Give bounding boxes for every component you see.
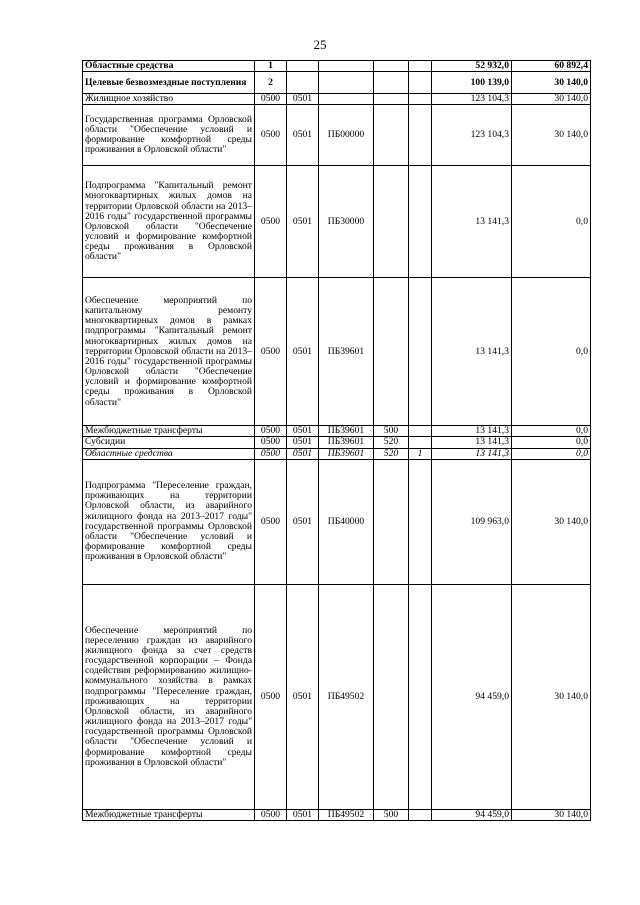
row-expense-type — [374, 459, 409, 584]
table-row — [83, 61, 591, 72]
row-expense-type: 520 — [374, 448, 409, 459]
budget-table — [82, 60, 591, 821]
row-source-code — [409, 72, 432, 94]
row-section-code: 1 — [255, 61, 287, 72]
row-name: Субсидии — [83, 437, 255, 448]
row-amount-1: 13 141,3 — [432, 426, 512, 437]
table-row — [83, 809, 591, 820]
row-amount-2: 0,0 — [512, 278, 591, 426]
row-section-code: 0500 — [255, 459, 287, 584]
row-amount-2: 0,0 — [512, 166, 591, 278]
row-amount-2: 0,0 — [512, 448, 591, 459]
row-source-code — [409, 166, 432, 278]
row-source-code: 1 — [409, 448, 432, 459]
row-amount-2: 30 140,0 — [512, 459, 591, 584]
row-expense-type — [374, 278, 409, 426]
row-amount-2: 30 140,0 — [512, 72, 591, 94]
row-name: Обеспечение мероприятий по капитальному ремонту многоквартирных домов в рамках подпрограммы "Капитальный ремонт многоквартирных жилых домов на территории Орловской области на 2013–2016 годы" государственной программы Орловской области "Обеспечение условий и формирование комфортной среды проживания в Орловской области" — [83, 278, 255, 426]
row-subsection-code: 0501 — [287, 166, 319, 278]
table-row — [83, 72, 591, 94]
row-amount-2: 0,0 — [512, 426, 591, 437]
row-amount-1: 13 141,3 — [432, 166, 512, 278]
row-target-article: ПБ39601 — [319, 448, 374, 459]
table-row — [83, 105, 591, 166]
table-row — [83, 94, 591, 105]
row-target-article — [319, 72, 374, 94]
table-row — [83, 166, 591, 278]
row-target-article: ПБ49502 — [319, 584, 374, 809]
row-name: Жилищное хозяйство — [83, 94, 255, 105]
row-amount-1: 109 963,0 — [432, 459, 512, 584]
row-subsection-code: 0501 — [287, 426, 319, 437]
row-section-code: 0500 — [255, 166, 287, 278]
row-expense-type: 520 — [374, 437, 409, 448]
row-expense-type — [374, 584, 409, 809]
table-row — [83, 459, 591, 584]
row-section-code: 0500 — [255, 448, 287, 459]
row-target-article: ПБ39601 — [319, 278, 374, 426]
row-subsection-code: 0501 — [287, 448, 319, 459]
row-section-code: 0500 — [255, 584, 287, 809]
row-section-code: 0500 — [255, 809, 287, 820]
table-row — [83, 426, 591, 437]
row-name: Государственная программа Орловской области "Обеспечение условий и формирование комфортной среды проживания в Орловской области" — [83, 105, 255, 166]
row-amount-1: 94 459,0 — [432, 809, 512, 820]
row-subsection-code: 0501 — [287, 105, 319, 166]
row-target-article: ПБ39601 — [319, 426, 374, 437]
row-subsection-code: 0501 — [287, 809, 319, 820]
row-name: Межбюджетные трансферты — [83, 809, 255, 820]
table-row — [83, 584, 591, 809]
row-source-code — [409, 426, 432, 437]
row-section-code: 2 — [255, 72, 287, 94]
row-section-code: 0500 — [255, 426, 287, 437]
row-source-code — [409, 61, 432, 72]
row-source-code — [409, 437, 432, 448]
row-target-article: ПБ00000 — [319, 105, 374, 166]
row-name: Подпрограмма "Переселение граждан, проживающих на территории Орловской области, из аварийного жилищного фонда на 2013–2017 годы" государственной программы Орловской области "Обеспечение условий и формирование комфортной среды проживания в Орловской области" — [83, 459, 255, 584]
row-expense-type — [374, 72, 409, 94]
row-subsection-code: 0501 — [287, 459, 319, 584]
row-target-article: ПБ30000 — [319, 166, 374, 278]
row-source-code — [409, 584, 432, 809]
row-target-article: ПБ39601 — [319, 437, 374, 448]
table-row — [83, 437, 591, 448]
row-expense-type: 500 — [374, 426, 409, 437]
row-source-code — [409, 809, 432, 820]
row-amount-1: 13 141,3 — [432, 278, 512, 426]
row-section-code: 0500 — [255, 437, 287, 448]
row-amount-2: 30 140,0 — [512, 94, 591, 105]
table-row — [83, 278, 591, 426]
row-expense-type — [374, 61, 409, 72]
row-subsection-code: 0501 — [287, 437, 319, 448]
row-target-article: ПБ49502 — [319, 809, 374, 820]
row-amount-2: 60 892,4 — [512, 61, 591, 72]
row-source-code — [409, 94, 432, 105]
row-name: Обеспечение мероприятий по переселению граждан из аварийного жилищного фонда за счет средств государственной корпорации – Фонда содействия реформированию жилищно-коммунального хозяйства в рамках подпрограммы "Переселение граждан, проживающих на территории Орловской области, из аварийного жилищного фонда на 2013–2017 годы" государственной программы Орловской области "Обеспечение условий и формирование комфортной среды проживания в Орловской области" — [83, 584, 255, 809]
row-amount-2: 30 140,0 — [512, 105, 591, 166]
row-expense-type — [374, 166, 409, 278]
row-source-code — [409, 105, 432, 166]
row-amount-1: 123 104,3 — [432, 105, 512, 166]
row-subsection-code: 0501 — [287, 94, 319, 105]
row-name: Подпрограмма "Капитальный ремонт многоквартирных жилых домов на территории Орловской области на 2013–2016 годы" государственной программы Орловской области "Обеспечение условий и формирование комфортной среды проживания в Орловской области" — [83, 166, 255, 278]
row-source-code — [409, 459, 432, 584]
row-source-code — [409, 278, 432, 426]
row-section-code: 0500 — [255, 105, 287, 166]
row-amount-2: 30 140,0 — [512, 584, 591, 809]
row-target-article — [319, 94, 374, 105]
row-subsection-code: 0501 — [287, 584, 319, 809]
row-name: Межбюджетные трансферты — [83, 426, 255, 437]
row-subsection-code: 0501 — [287, 278, 319, 426]
row-amount-1: 94 459,0 — [432, 584, 512, 809]
row-expense-type — [374, 94, 409, 105]
row-amount-1: 100 139,0 — [432, 72, 512, 94]
row-amount-2: 0,0 — [512, 437, 591, 448]
row-amount-1: 13 141,3 — [432, 437, 512, 448]
row-amount-1: 123 104,3 — [432, 94, 512, 105]
row-amount-1: 13 141,3 — [432, 448, 512, 459]
row-section-code: 0500 — [255, 278, 287, 426]
row-amount-2: 30 140,0 — [512, 809, 591, 820]
row-name: Областные средства — [83, 448, 255, 459]
row-amount-1: 52 932,0 — [432, 61, 512, 72]
page-number: 25 — [313, 37, 327, 52]
row-section-code: 0500 — [255, 94, 287, 105]
row-name: Целевые безвозмездные поступления — [83, 72, 255, 94]
row-expense-type — [374, 105, 409, 166]
row-target-article: ПБ40000 — [319, 459, 374, 584]
row-subsection-code — [287, 61, 319, 72]
row-expense-type: 500 — [374, 809, 409, 820]
table-row — [83, 448, 591, 459]
row-target-article — [319, 61, 374, 72]
row-subsection-code — [287, 72, 319, 94]
row-name: Областные средства — [83, 61, 255, 72]
